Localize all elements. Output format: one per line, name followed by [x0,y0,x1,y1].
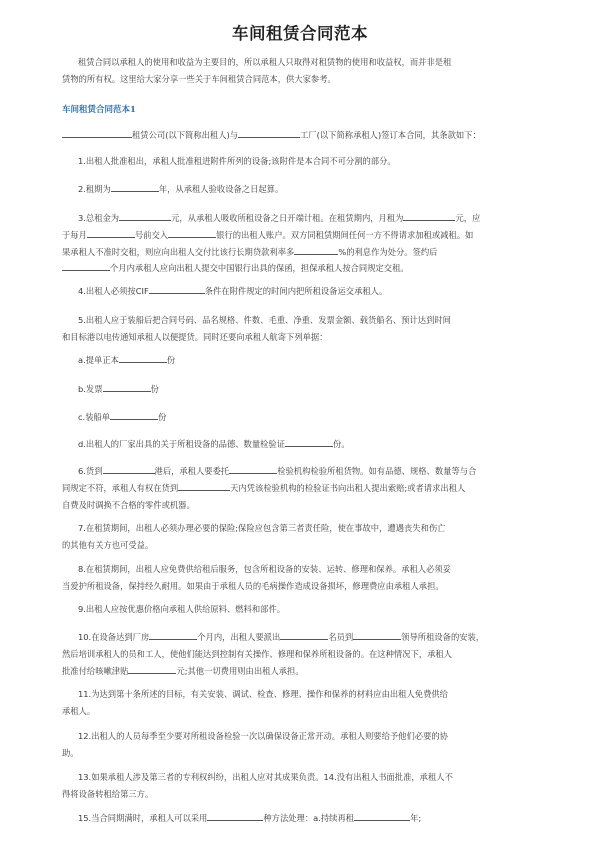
blank-line [294,246,338,255]
clause-6-line-1: 6.货到 港后，承租人要委托 检验机构检验所租货物。如有品德、规格、数量等与合 [78,466,477,476]
clause-5b: b.发票 份 [78,384,159,394]
clause-7-line-1: 7.在租赁期间，出租人必须办理必要的保险;保险应包含第三者责任险，使在事故中，遭遇丧失和伤亡 [78,523,446,533]
clause-preamble: 租赁公司(以下简称出租人)与 工厂(以下简称承租人)签订本合同，其条款如下： [62,127,564,144]
blank-line [285,438,333,447]
clause-9: 9.出租人应按优惠价格向承租人供给原料、燃料和部件。 [78,604,286,614]
clause-10-line-3: 批准付给咳嗽津贴 元;其他一切费用则由出租人承担。 [62,666,304,676]
clause-3-line-1: 3.总租金为 元，从承租人吸收所租设备之日开端计租。在租赁期内，月租为 元，应 [78,213,481,223]
blank-line [149,285,205,294]
blank-line [354,812,410,821]
clause-3-line-3: 果承租人不准时交租，则应向出租人交付比该行长期贷款利率多 %的利息作为处分。签约后 [62,247,438,257]
blank-line [110,411,158,420]
section-heading: 车间租赁合同范本1 [62,105,136,115]
blank-line [103,465,155,474]
blank-line [207,812,263,821]
clause-10-line-1: 10.在设备达到厂房 个月内，出租人要派出 名员到 领导所租设备的安装， [78,632,485,642]
blank-line [87,229,135,238]
clause-5-line-1: 5.出租人应于装船后把合同号码、品名规格、件数、毛重、净重、发票金额、载货船名、预计达到时间 [78,315,451,325]
blank-line [238,129,300,138]
blank-line [119,212,171,221]
blank-line [62,262,110,271]
clause-4: 4.出租人必须按CIF 条件在附件规定的时间内把所租设备运交承租人。 [78,286,388,296]
intro-line-1: 租赁合同以承租人的使用和收益为主要目的，所以承租人只取得对租赁物的使用和收益权，而并非是租 [78,57,452,67]
clause-10-line-2: 然后培训承租人的员和工人，使他们能达到控制有关操作、修理和保养所租设备的。在这种情况下，承租人 [62,649,452,659]
clause-12-line-2: 助。 [62,748,79,758]
clause-8-line-1: 8.在租赁期间，出租人应免费供给租后服务，包含所租设备的安装、运转、修理和保养。承租人必须妥 [78,564,451,574]
clause-15: 15.当合同期满时，承租人可以采用 种方法处理：a.持续再租 年; [78,813,422,823]
blank-line [178,482,230,491]
blank-line [62,129,132,138]
blank-line [128,665,176,674]
blank-line [229,465,277,474]
blank-line [280,631,328,640]
clause-8-line-2: 当爱护所租设备，保持经久耐用。如果由于承租人员的毛病操作造成设备损坏，修理费应由承租人承担。 [62,581,444,591]
clause-6-line-3: 自费及时调换不合格的零件或机器。 [62,500,195,510]
blank-line [111,183,159,192]
document-title: 车间租赁合同范本 [232,24,368,43]
clause-1: 1.出租人批准租出，承租人批准租进附件所列的设备;该附件是本合同不可分割的部分。 [78,156,396,166]
clause-3-line-4: 个月内承租人应向出租人提交中国银行出具的保函，担保承租人按合同规定交租。 [62,260,564,277]
blank-line [403,212,455,221]
clause-5c: c.装船单 份 [78,412,167,422]
clause-3-line-2: 于每月 号前交入 银行的出租人账户。双方同租赁期间任何一方不得请求加租或减租。如 [62,230,474,240]
blank-line [168,229,216,238]
intro-line-2: 赁物的所有权。这里给大家分享一些关于车间租赁合同范本，供大家参考。 [62,74,336,84]
clause-11-line-1: 11.为达到第十条所述的目标，有关安装、调试、检查、修理、操作和保养的材料应由出租人免费供给 [78,689,448,699]
clause-2: 2.租期为 年，从承租人验收设备之日起算。 [78,184,284,194]
blank-line [149,631,197,640]
blank-line [119,354,167,363]
clause-7-line-2: 的其他有关方也可受益。 [62,540,154,550]
clause-5a: a.提单正本 份 [78,355,176,365]
clause-5d: d.出租人的厂家出具的关于所租设备的品德、数量检验证 份。 [78,439,350,449]
clause-5-line-2: 和目标港以电传通知承租人以便提货。同时还要向承租人航寄下列单据： [62,332,328,342]
clause-12-line-1: 12.出租人的人员每季至少要对所租设备检验一次以确保设备正常开动。承租人则要给予他们必要的协 [78,731,448,741]
clause-13-line-2: 得将设备转租给第三方。 [62,789,154,799]
clause-6-line-2: 同规定不符，承租人有权在货到 天内凭该检验机构的检验证书向出租人提出索赔;或者请求出租人 [62,483,466,493]
clause-13-line-1: 13.如果承租人涉及第三者的专利权纠纷，出租人应对其成果负责。14.没有出租人书面批准，承租人不 [78,772,453,782]
blank-line [353,631,401,640]
clause-11-line-2: 承租人。 [62,706,96,716]
blank-line [103,383,151,392]
